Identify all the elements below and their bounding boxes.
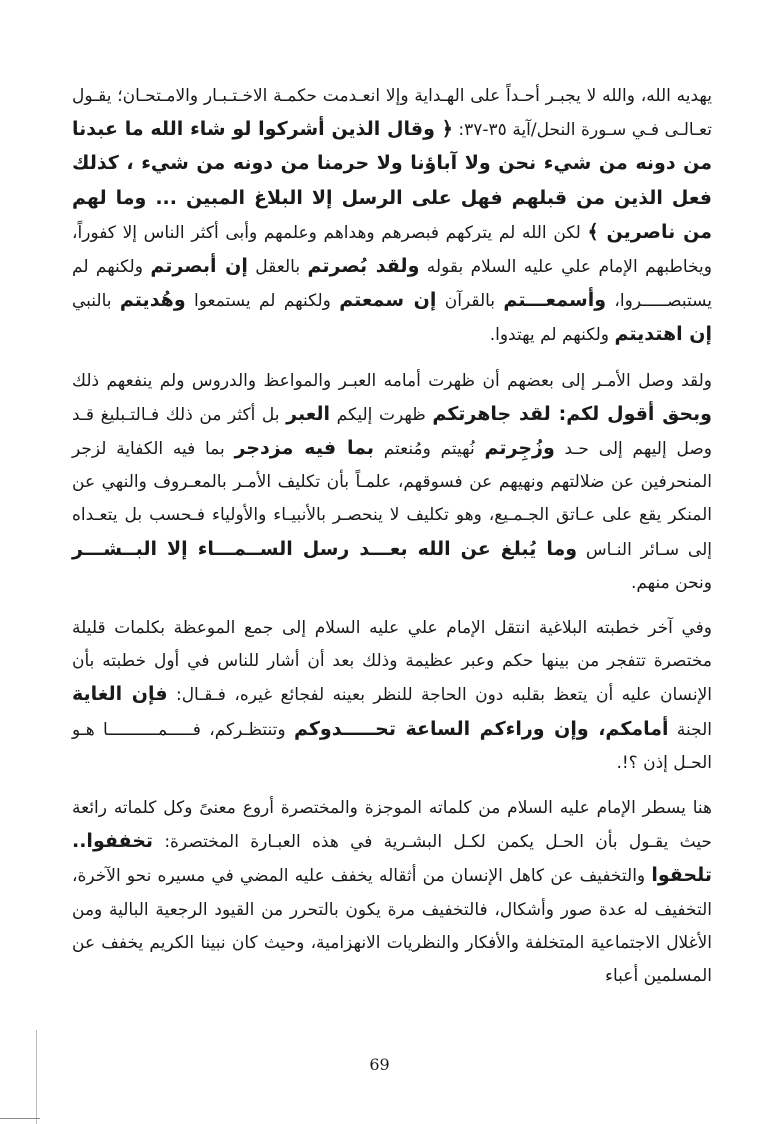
body-text: ولكنهم لم يستمعوا bbox=[185, 291, 340, 312]
paragraph-4 bbox=[72, 792, 712, 993]
body-text: والتخفيف عن كاهل الإنسان من أثقاله يخفف عليه المضي في مسيره نحو الآخرة، التخفيف له عدة صور وأشكال، فالتخفيف مرة يكون بالتحرر من القيود الرجعية البالية ومن الأغلال الاجتماعية المتخلفة والأفكار والنظريات الانهزامية، وحيث كان نبينا الكريم يخفف عن المسلمين أعباء bbox=[72, 866, 712, 987]
body-text: لكن الله لم يتركهم فبصرهم وهداهم وعلمهم وأبى أكثر الناس إلا كفوراً، ويخاطبهم الإمام علي عليه السلام بقوله bbox=[72, 222, 712, 278]
body-text: الجنة bbox=[668, 719, 712, 740]
body-text: ولكنهم لم يستبصـــــروا، bbox=[72, 257, 713, 312]
quoted-emphasis-text: وما يُبلغ عن الله بعـــد رسل الســمـــاء إلا البــشـــر bbox=[72, 537, 578, 560]
footer-rule bbox=[0, 1118, 40, 1119]
quoted-emphasis-text: إن اهتديتم bbox=[614, 323, 712, 346]
body-text: ونحن منهم. bbox=[630, 572, 712, 593]
body-text: وتنتظـركم، فـــــمــــــــــا هـو الحـل إذن ؟!. bbox=[72, 719, 712, 773]
quoted-emphasis-text: وأسمعـــتم bbox=[503, 289, 607, 312]
quoted-emphasis-text: تخففوا.. تلحقوا bbox=[72, 830, 712, 887]
body-text: هنا يسطر الإمام عليه السلام من كلماته الموجزة والمختصرة أروع معنىً وكل كلماته رائعة حيث يقـول بأن الحـل يكمن لكـل البشـرية في هذه العبـارة المختصرة: bbox=[72, 798, 712, 853]
page-number: 69 bbox=[369, 1055, 390, 1074]
quoted-emphasis-text: وهُديتم bbox=[119, 289, 186, 312]
body-text: وفي آخر خطبته البلاغية انتقل الإمام علي عليه السلام إلى جمع الموعظة بكلمات قليلة مختصرة تتفجر من بينها حكم وعبر عظيمة وذلك بعد أن أشار للناس في أول خطبته بأن الإنسان عليه أن يتعظ بقلبه دون الحاجة للنظر بعينه لفجائع غيره، فـقـال: bbox=[72, 618, 712, 706]
body-text: بما فيه الكفاية لزجر المنحرفين عن ضلالتهم ونهيهم عن فسوقهم، علمـاً بأن تكليف الأمـر بالمعـروف والنهي عن المنكر يقع على عـاتق الجـمـيع، وهو تكليف لا ينحصـر بالأنبيـاء والأولياء فـحسب بل يتعـداه إلى سـائر النـاس bbox=[72, 439, 712, 560]
body-text: بالقرآن bbox=[436, 291, 504, 312]
body-text: ولقد وصل الأمـر إلى بعضهم أن ظهرت أمامه العبـر والمواعظ والدروس ولم ينفعهم ذلك bbox=[72, 370, 712, 391]
scan-margin-line bbox=[36, 1030, 37, 1124]
body-text: بل أكثر من ذلك فـالتـبليغ قـد وصل إليهم إلى حـد bbox=[72, 404, 712, 460]
quoted-emphasis-text: إن سمعتم bbox=[339, 289, 437, 312]
body-text: نُهيتم ومُنعتم bbox=[373, 439, 485, 460]
quoted-emphasis-text: بما فيه مزدجر bbox=[234, 437, 374, 460]
quoted-emphasis-text: وزُجِرتم bbox=[484, 437, 555, 460]
body-text: يهديه الله، والله لا يجبـر أحـداً على الهـداية وإلا انعـدمت حكمـة الاخـتـبـار والامـتحـان؛ يقـول تعـالـى فـي سـورة النحل/آية ٣٥-٣٧: bbox=[72, 86, 712, 141]
body-text: بالعقل bbox=[247, 257, 308, 278]
quoted-emphasis-text: إن أبصرتم bbox=[150, 255, 248, 278]
quoted-emphasis-text: ﴿ وقال الذين أشركوا لو شاء الله ما عبدنا من دونه من شيء نحن ولا آباؤنا ولا حرمنا من دونه من شيء ، كذلك فعل الذين من قبلهم فهل على الرسل إلا البلاغ المبين ... وما لهم من ناصرين ﴾ bbox=[72, 118, 713, 243]
quoted-emphasis-text: أمامكم، وإن وراءكم الساعة تحـــــدوكم bbox=[293, 717, 669, 740]
body-text: ولكنهم لم يهتدوا. bbox=[489, 325, 615, 346]
paragraph-3 bbox=[72, 612, 712, 780]
body-text: ظهرت إليكم bbox=[330, 404, 433, 425]
quoted-emphasis-text: وبحق أقول لكم: لقد جاهرتكم bbox=[432, 402, 712, 425]
paragraph-1 bbox=[72, 80, 712, 353]
quoted-emphasis-text: ولقد بُصرتم bbox=[307, 255, 420, 278]
book-page-body bbox=[72, 80, 712, 1005]
body-text: بالنبي bbox=[72, 291, 120, 312]
quoted-emphasis-text: فإن الغاية bbox=[72, 683, 168, 706]
paragraph-2 bbox=[72, 365, 712, 600]
quoted-emphasis-text: العبر bbox=[286, 402, 331, 425]
